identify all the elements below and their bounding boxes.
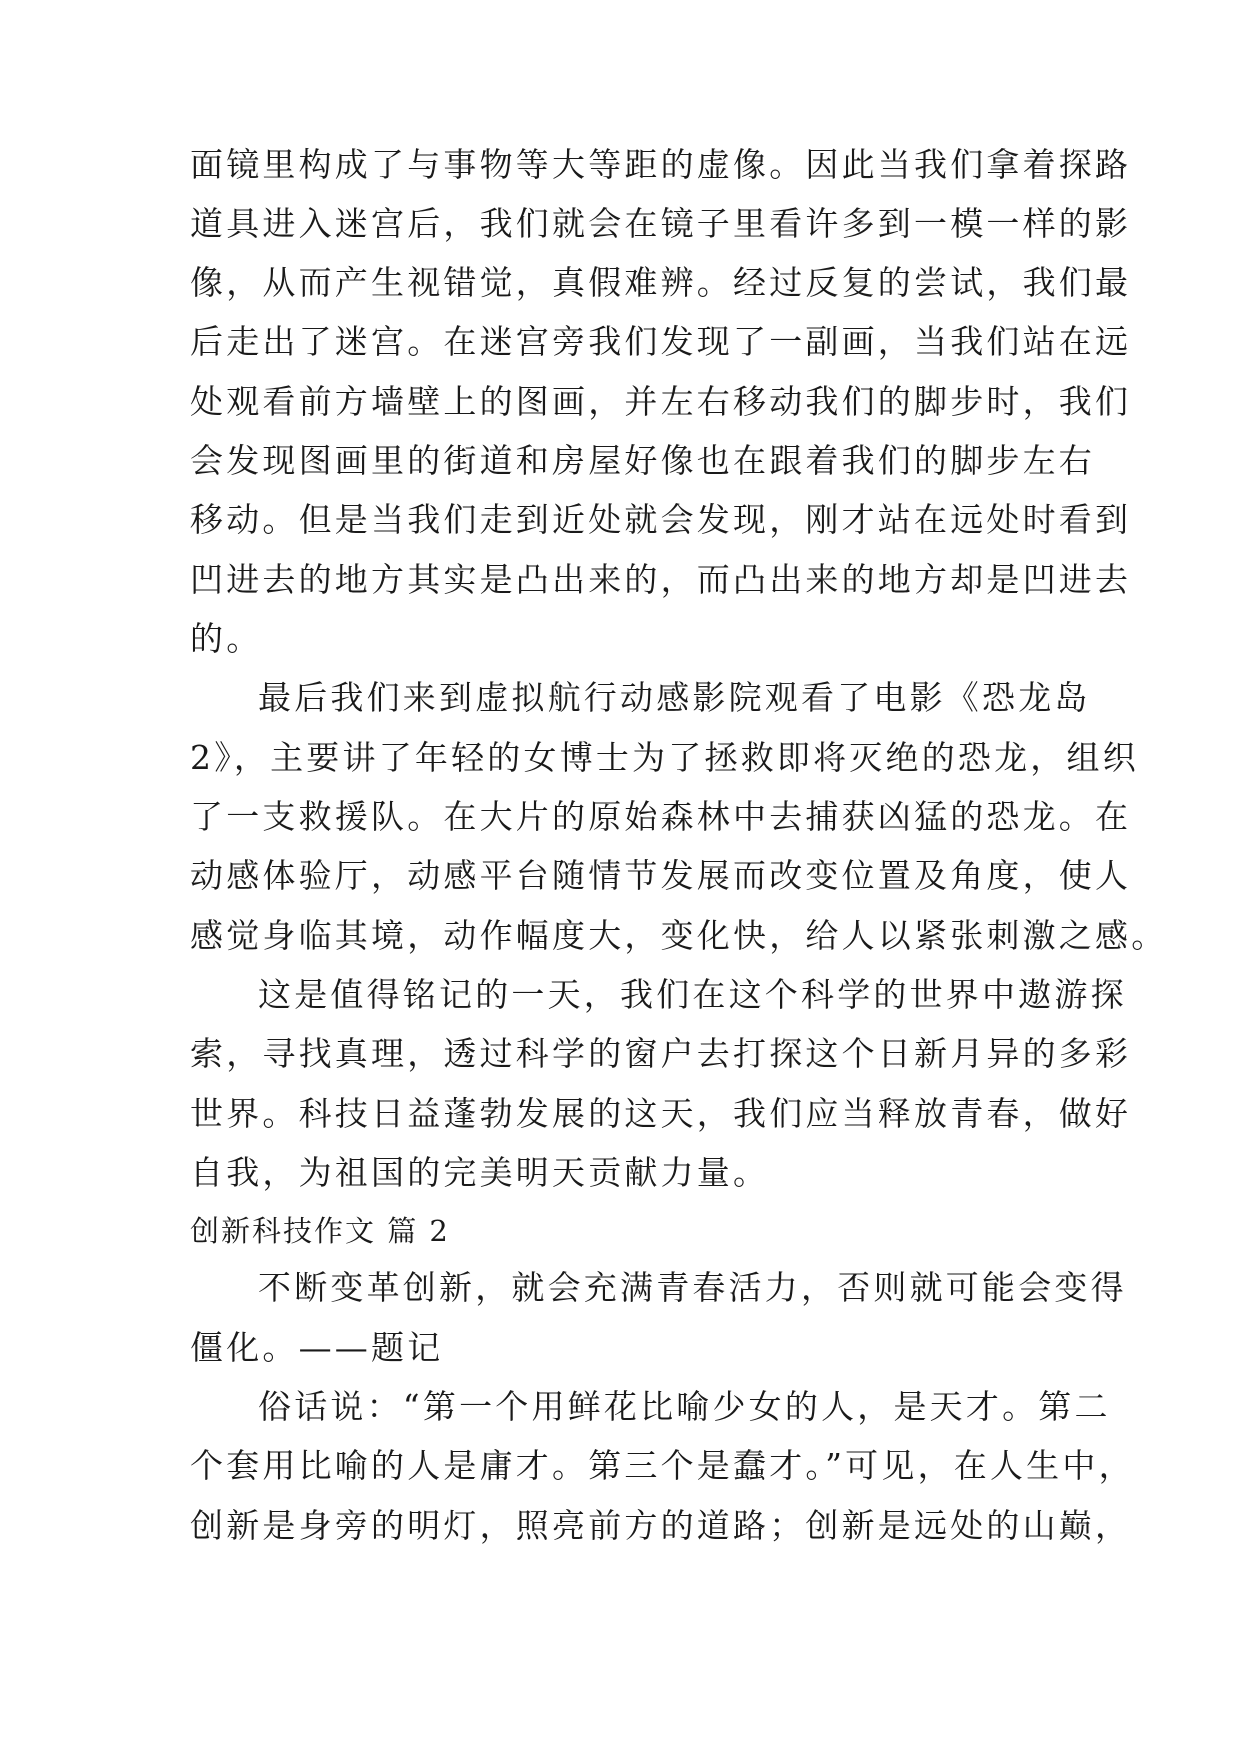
paragraph-line: 僵化。——题记 [190, 1328, 444, 1367]
paragraph-line: 创新是身旁的明灯，照亮前方的道路；创新是远处的山巅， [190, 1506, 1132, 1545]
paragraph-line: 俗话说：“第一个用鲜花比喻少女的人，是天才。第二 [258, 1387, 1111, 1426]
paragraph-line: 2》，主要讲了年轻的女博士为了拯救即将灭绝的恐龙，组织 [190, 738, 1139, 777]
paragraph-line: 凹进去的地方其实是凸出来的，而凸出来的地方却是凹进去 [190, 560, 1132, 599]
paragraph-line: 像，从而产生视错觉，真假难辨。经过反复的尝试，我们最 [190, 263, 1132, 302]
paragraph-line: 移动。但是当我们走到近处就会发现，刚才站在远处时看到 [190, 500, 1132, 539]
paragraph-line: 最后我们来到虚拟航行动感影院观看了电影《恐龙岛 [258, 678, 1091, 717]
paragraph-line: 这是值得铭记的一天，我们在这个科学的世界中遨游探 [258, 975, 1127, 1014]
paragraph-line: 面镜里构成了与事物等大等距的虚像。因此当我们拿着探路 [190, 145, 1132, 184]
paragraph-line: 后走出了迷宫。在迷宫旁我们发现了一副画，当我们站在远 [190, 322, 1132, 361]
paragraph-line: 不断变革创新，就会充满青春活力，否则就可能会变得 [258, 1268, 1127, 1307]
paragraph-line: 会发现图画里的街道和房屋好像也在跟着我们的脚步左右 [190, 441, 1095, 480]
paragraph-line: 动感体验厅，动感平台随情节发展而改变位置及角度，使人 [190, 856, 1132, 895]
paragraph-line: 道具进入迷宫后，我们就会在镜子里看许多到一模一样的影 [190, 204, 1132, 243]
paragraph-line: 处观看前方墙壁上的图画，并左右移动我们的脚步时，我们 [190, 382, 1132, 421]
paragraph-line: 索，寻找真理，透过科学的窗户去打探这个日新月异的多彩 [190, 1034, 1132, 1073]
paragraph-line: 自我，为祖国的完美明天贡献力量。 [190, 1153, 770, 1192]
paragraph-line: 感觉身临其境，动作幅度大，变化快，给人以紧张刺激之感。 [190, 916, 1168, 955]
section-heading: 创新科技作文 篇 2 [190, 1214, 450, 1248]
paragraph-line: 的。 [190, 619, 263, 658]
paragraph-line: 了一支救援队。在大片的原始森林中去捕获凶猛的恐龙。在 [190, 797, 1132, 836]
paragraph-line: 世界。科技日益蓬勃发展的这天，我们应当释放青春，做好 [190, 1094, 1132, 1133]
paragraph-line: 个套用比喻的人是庸才。第三个是蠢才。”可见，在人生中， [190, 1446, 1135, 1485]
